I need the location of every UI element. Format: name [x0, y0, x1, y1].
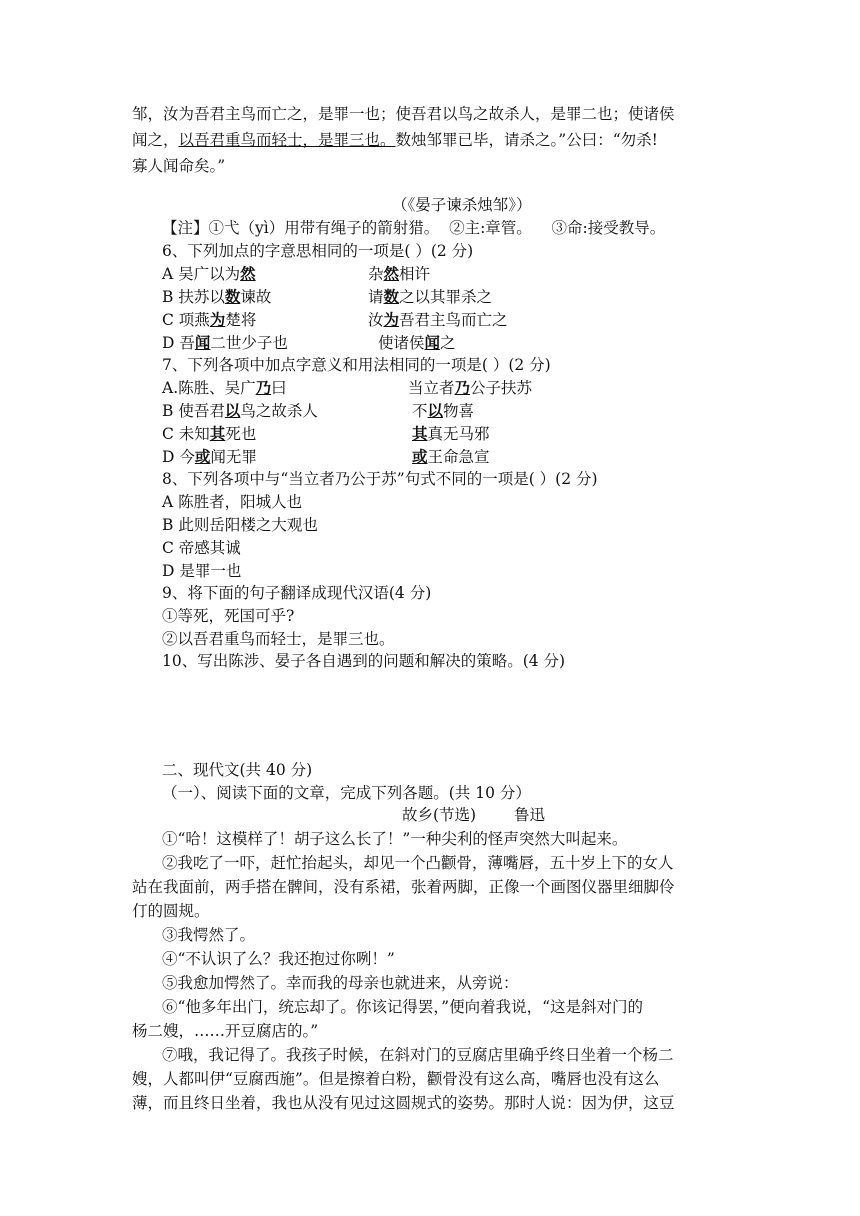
- story-para-6-line-1: ⑥“他多年出门，统忘却了。你该记得罢，”便向着我说，“这是斜对门的: [162, 998, 644, 1016]
- story-para-2-line-3: 仃的圆规。: [132, 902, 210, 920]
- q6-option-a-right: 杂然相许: [368, 264, 431, 283]
- q6-stem: 6、下列加点的字意思相同的一项是( ）(2 分): [162, 242, 474, 260]
- passage-line-2-post: 数烛邹罪已毕，请杀之。”公曰：“勿杀!: [395, 131, 658, 149]
- q6-option-d-right: 使诸侯闻之: [378, 333, 456, 352]
- q6-option-d-left: D 吾闻二世少子也: [162, 333, 288, 352]
- story-para-3: ③我愕然了。: [162, 926, 256, 944]
- q7-option-c-left: C 未知其死也: [162, 424, 257, 443]
- story-para-6-line-2: 杨二嫂，……开豆腐店的。”: [132, 1022, 319, 1040]
- q8-option-c: C 帝感其诚: [162, 539, 241, 557]
- story-para-7-line-1: ⑦哦，我记得了。我孩子时候，在斜对门的豆腐店里确乎终日坐着一个杨二: [162, 1046, 674, 1064]
- passage-line-2: [132, 130, 658, 150]
- passage-line-3: 寡人闻命矣。”: [132, 157, 226, 175]
- passage-line-2-pre: 闻之，: [132, 131, 179, 149]
- story-para-2-line-2: 站在我面前，两手搭在髀间，没有系裙，张着两脚，正像一个画图仪器里细脚伶: [132, 878, 675, 896]
- q9-stem: 9、将下面的句子翻译成现代汉语(4 分): [162, 584, 432, 602]
- q8-option-d: D 是罪一也: [162, 562, 242, 580]
- story-para-4: ④“不认识了么？我还抱过你咧！”: [162, 950, 395, 968]
- annotation-note: 【注】①弋（yì）用带有绳子的箭射猎。 ②主:章管。 ③命:接受教导。: [162, 219, 666, 237]
- passage-line-1: 邹，汝为吾君主鸟而亡之，是罪一也；使吾君以鸟之故杀人，是罪二也；使诸侯: [132, 105, 675, 123]
- q7-option-b-right: 不以物喜: [412, 401, 475, 420]
- story-para-7-line-2: 嫂，人都叫伊“豆腐西施”。但是擦着白粉，颧骨没有这么高，嘴唇也没有这么: [132, 1070, 660, 1088]
- q6-option-b-right: 请数之以其罪杀之: [368, 287, 493, 306]
- q8-option-b: B 此则岳阳楼之大观也: [162, 516, 318, 534]
- q7-option-d-left: D 今或闻无罪: [162, 447, 257, 466]
- q9-sentence-2: ②以吾君重鸟而轻士，是罪三也。: [162, 630, 395, 648]
- q7-option-a-left: A.陈胜、吴广乃曰: [162, 378, 287, 397]
- story-para-7-line-3: 薄，而且终日坐着，我也从没有见过这圆规式的姿势。那时人说：因为伊，这豆: [132, 1094, 675, 1112]
- article-title: 故乡(节选): [402, 806, 477, 824]
- passage-source: （《晏子谏杀烛邹》）: [392, 196, 532, 214]
- story-para-2-line-1: ②我吃了一吓，赶忙抬起头，却见一个凸颧骨，薄嘴唇，五十岁上下的女人: [162, 854, 674, 872]
- q7-stem: 7、下列各项中加点字意义和用法相同的一项是( ）(2 分): [162, 356, 551, 374]
- story-para-5: ⑤我愈加愕然了。幸而我的母亲也就进来，从旁说：: [162, 974, 519, 992]
- q6-option-a-left: A 吴广以为然: [162, 264, 256, 283]
- section-2-title: 二、现代文(共 40 分): [162, 761, 313, 779]
- section-2-subtitle: （一）、阅读下面的文章，完成下列各题。(共 10 分）: [162, 784, 531, 802]
- underlined-sentence: 以吾君重鸟而轻士，是罪三也。: [178, 131, 396, 149]
- q6-option-b-left: B 扶苏以数谏故: [162, 287, 272, 306]
- q7-option-c-right: 其真无马邪: [412, 424, 490, 443]
- q10-stem: 10、写出陈涉、晏子各自遇到的问题和解决的策略。(4 分): [162, 652, 566, 670]
- q8-option-a: A 陈胜者，阳城人也: [162, 493, 303, 511]
- q6-option-c-left: C 项燕为楚将: [162, 310, 257, 329]
- q6-option-c-right: 汝为吾君主鸟而亡之: [368, 310, 508, 329]
- story-para-1: ①“哈！这模样了！胡子这么长了！”一种尖利的怪声突然大叫起来。: [162, 830, 628, 848]
- q7-option-b-left: B 使吾君以鸟之故杀人: [162, 401, 318, 420]
- q7-option-a-right: 当立者乃公子扶苏: [408, 378, 533, 397]
- article-author: 鲁迅: [514, 806, 546, 824]
- q8-stem: 8、下列各项中与“当立者乃公于苏”句式不同的一项是( ）(2 分): [162, 470, 598, 488]
- q9-sentence-1: ①等死，死国可乎?: [162, 607, 295, 625]
- q7-option-d-right: 或王命急宣: [412, 447, 490, 466]
